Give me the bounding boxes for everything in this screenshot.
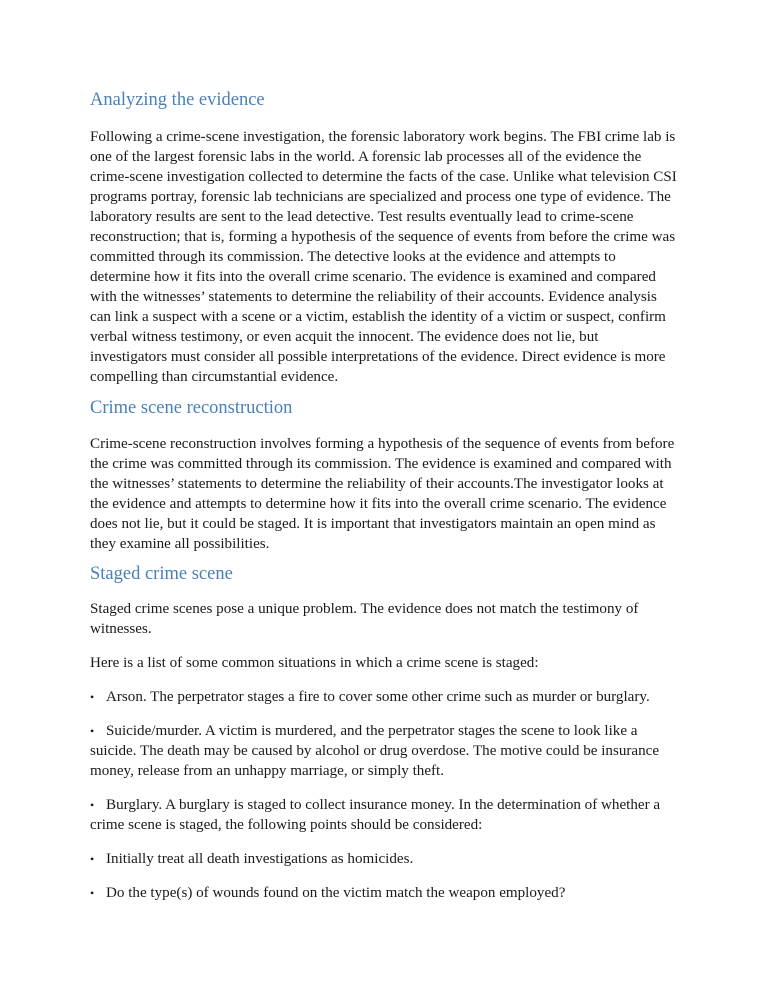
section-heading-crime-scene-reconstruction: Crime scene reconstruction	[90, 398, 293, 418]
list-item-text: Initially treat all death investigations as homicides.	[106, 851, 414, 867]
paragraph-staged-crime-scene: Staged crime scenes pose a unique problem. The evidence does not match the testimony of witnesses.	[90, 601, 639, 637]
paragraph-crime-scene-reconstruction: Crime-scene reconstruction involves forming a hypothesis of the sequence of events from before the crime was committed through its commission. The evidence is examined and compared with the witnesses’ statements to determine the reliability of their accounts.The investigator looks at the evidence and attempts to determine how it fits into the overall crime scenario. The evidence does not lie, but it could be staged. It is important that investigators maintain an open mind as they examine all possibilities.	[90, 436, 675, 552]
bullet-icon	[90, 849, 106, 869]
bullet-icon	[90, 721, 106, 741]
list-item-suicide-murder	[90, 721, 677, 781]
bullet-icon	[90, 687, 106, 707]
list-item-text: Do the type(s) of wounds found on the victim match the weapon employed?	[106, 885, 566, 901]
list-item-text: Burglary. A burglary is staged to collect insurance money. In the determination of whether a crime scene is staged, the following points should be considered:	[90, 797, 661, 833]
bullet-icon	[90, 795, 106, 815]
section-heading-staged-crime-scene: Staged crime scene	[90, 564, 233, 584]
list-item-text: Arson. The perpetrator stages a fire to cover some other crime such as murder or burglary.	[106, 689, 650, 705]
document-page	[90, 86, 677, 903]
list-item-burglary	[90, 795, 677, 835]
paragraph-analyzing-evidence: Following a crime-scene investigation, the forensic laboratory work begins. The FBI crime lab is one of the largest forensic labs in the world. A forensic lab processes all of the evidence the crime-scene investigation collected to determine the facts of the case. Unlike what television CSI programs portray, forensic lab technicians are specialized and process one type of evidence. The laboratory results are sent to the lead detective. Test results eventually lead to crime-scene reconstruction; that is, forming a hypothesis of the sequence of events from before the crime was committed through its commission. The detective looks at the evidence and attempts to determine how it fits into the overall crime scenario. The evidence is examined and compared with the witnesses’ statements to determine the reliability of their accounts. Evidence analysis can link a suspect with a scene or a victim, establish the identity of a victim or suspect, confirm verbal witness testimony, or even acquit the innocent. The evidence does not lie, but investigators must consider all possible interpretations of the evidence. Direct evidence is more compelling than circumstantial evidence.	[90, 129, 677, 385]
list-item-wounds-weapon	[90, 883, 677, 903]
list-item-homicides	[90, 849, 677, 869]
list-intro: Here is a list of some common situations in which a crime scene is staged:	[90, 655, 539, 671]
list-item-text: Suicide/murder. A victim is murdered, and the perpetrator stages the scene to look like a suicide. The death may be caused by alcohol or drug overdose. The motive could be insurance money, release from an unhappy marriage, or simply theft.	[90, 723, 660, 779]
bullet-icon	[90, 883, 106, 903]
list-item-arson	[90, 687, 677, 707]
section-heading-analyzing-evidence: Analyzing the evidence	[90, 90, 265, 110]
